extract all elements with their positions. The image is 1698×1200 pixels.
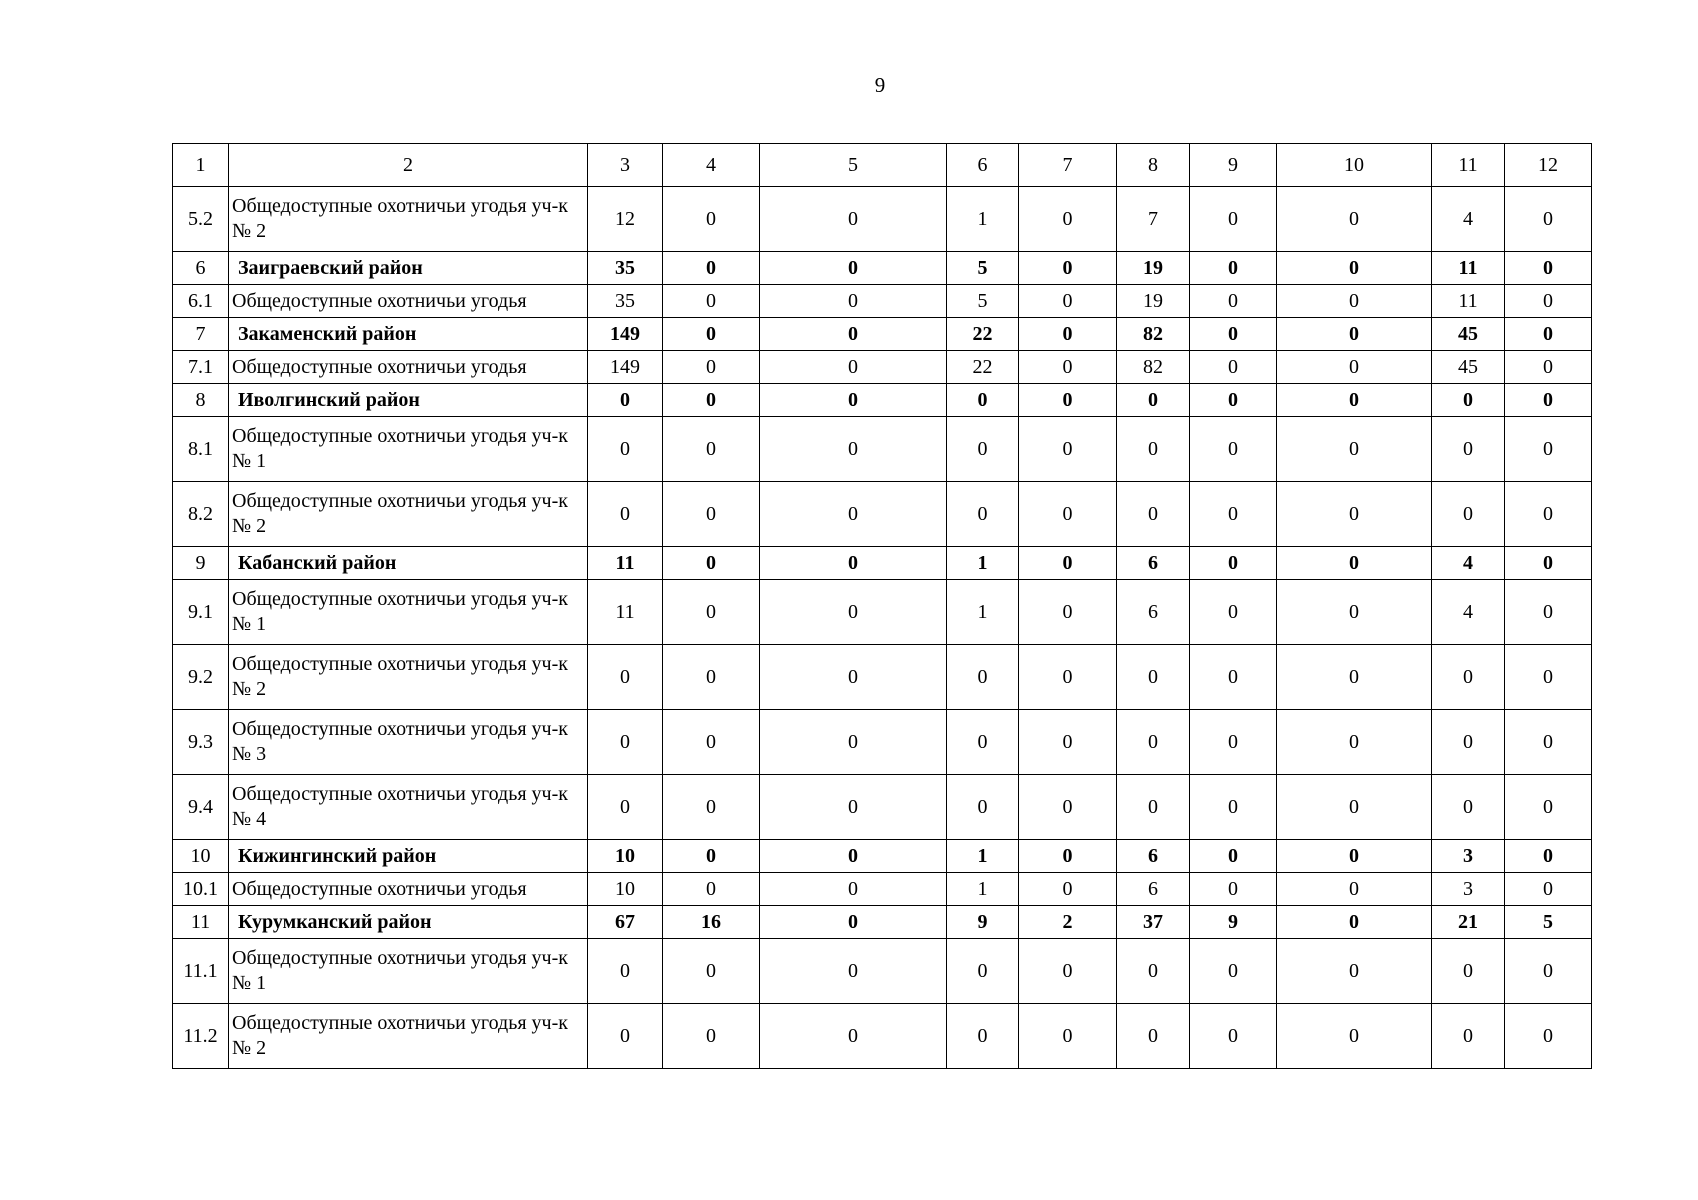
value-cell: 0 xyxy=(760,318,947,351)
value-cell: 0 xyxy=(1019,252,1117,285)
value-cell: 0 xyxy=(1505,1004,1592,1069)
district-name-cell: Курумканский район xyxy=(229,906,588,939)
header-cell: 3 xyxy=(588,144,663,187)
value-cell: 0 xyxy=(663,547,760,580)
value-cell: 0 xyxy=(1277,351,1432,384)
table-row xyxy=(173,1004,1592,1069)
area-name-cell: Общедоступные охотничьи угодья уч-к № 2 xyxy=(229,187,588,252)
value-cell: 0 xyxy=(663,318,760,351)
value-cell: 0 xyxy=(663,580,760,645)
header-cell: 11 xyxy=(1432,144,1505,187)
value-cell: 10 xyxy=(588,840,663,873)
header-cell: 1 xyxy=(173,144,229,187)
value-cell: 0 xyxy=(760,775,947,840)
area-name-cell: Общедоступные охотничьи угодья уч-к № 3 xyxy=(229,710,588,775)
value-cell: 0 xyxy=(1019,482,1117,547)
value-cell: 0 xyxy=(1505,285,1592,318)
value-cell: 0 xyxy=(1019,1004,1117,1069)
value-cell: 0 xyxy=(1190,482,1277,547)
value-cell: 82 xyxy=(1117,318,1190,351)
value-cell: 0 xyxy=(1277,906,1432,939)
header-cell: 5 xyxy=(760,144,947,187)
value-cell: 0 xyxy=(663,1004,760,1069)
row-number-cell: 10.1 xyxy=(173,873,229,906)
value-cell: 0 xyxy=(1190,840,1277,873)
value-cell: 0 xyxy=(1019,873,1117,906)
value-cell: 0 xyxy=(588,710,663,775)
value-cell: 0 xyxy=(1190,318,1277,351)
value-cell: 0 xyxy=(947,1004,1019,1069)
value-cell: 22 xyxy=(947,318,1019,351)
value-cell: 0 xyxy=(663,840,760,873)
row-number-cell: 8.2 xyxy=(173,482,229,547)
value-cell: 0 xyxy=(1019,187,1117,252)
value-cell: 0 xyxy=(1505,351,1592,384)
value-cell: 0 xyxy=(663,873,760,906)
value-cell: 0 xyxy=(1019,384,1117,417)
header-cell: 10 xyxy=(1277,144,1432,187)
value-cell: 0 xyxy=(760,187,947,252)
table-row xyxy=(173,580,1592,645)
area-name-cell: Общедоступные охотничьи угодья уч-к № 4 xyxy=(229,775,588,840)
value-cell: 45 xyxy=(1432,351,1505,384)
row-number-cell: 6 xyxy=(173,252,229,285)
value-cell: 12 xyxy=(588,187,663,252)
value-cell: 0 xyxy=(1190,285,1277,318)
value-cell: 0 xyxy=(760,645,947,710)
value-cell: 19 xyxy=(1117,252,1190,285)
value-cell: 0 xyxy=(1505,417,1592,482)
table-row xyxy=(173,710,1592,775)
value-cell: 0 xyxy=(1505,384,1592,417)
value-cell: 0 xyxy=(760,906,947,939)
header-cell: 4 xyxy=(663,144,760,187)
value-cell: 1 xyxy=(947,187,1019,252)
value-cell: 11 xyxy=(1432,252,1505,285)
value-cell: 0 xyxy=(760,939,947,1004)
row-number-cell: 11 xyxy=(173,906,229,939)
value-cell: 0 xyxy=(1190,939,1277,1004)
row-number-cell: 9.1 xyxy=(173,580,229,645)
value-cell: 0 xyxy=(1505,547,1592,580)
value-cell: 21 xyxy=(1432,906,1505,939)
area-name-cell: Общедоступные охотничьи угодья уч-к № 2 xyxy=(229,482,588,547)
value-cell: 0 xyxy=(663,775,760,840)
value-cell: 4 xyxy=(1432,580,1505,645)
table-row xyxy=(173,645,1592,710)
value-cell: 45 xyxy=(1432,318,1505,351)
value-cell: 1 xyxy=(947,873,1019,906)
value-cell: 0 xyxy=(1432,939,1505,1004)
value-cell: 0 xyxy=(1117,645,1190,710)
value-cell: 82 xyxy=(1117,351,1190,384)
row-number-cell: 9.2 xyxy=(173,645,229,710)
value-cell: 5 xyxy=(947,252,1019,285)
value-cell: 67 xyxy=(588,906,663,939)
row-number-cell: 9.4 xyxy=(173,775,229,840)
value-cell: 35 xyxy=(588,285,663,318)
table-row xyxy=(173,187,1592,252)
value-cell: 0 xyxy=(1019,645,1117,710)
value-cell: 0 xyxy=(1432,710,1505,775)
area-name-cell: Общедоступные охотничьи угодья уч-к № 2 xyxy=(229,645,588,710)
value-cell: 0 xyxy=(1505,580,1592,645)
value-cell: 3 xyxy=(1432,873,1505,906)
value-cell: 0 xyxy=(1277,840,1432,873)
value-cell: 0 xyxy=(1432,1004,1505,1069)
value-cell: 0 xyxy=(663,384,760,417)
value-cell: 37 xyxy=(1117,906,1190,939)
value-cell: 5 xyxy=(947,285,1019,318)
value-cell: 0 xyxy=(1277,645,1432,710)
row-number-cell: 8.1 xyxy=(173,417,229,482)
value-cell: 0 xyxy=(588,384,663,417)
value-cell: 0 xyxy=(760,840,947,873)
value-cell: 0 xyxy=(1277,482,1432,547)
value-cell: 1 xyxy=(947,840,1019,873)
value-cell: 0 xyxy=(1190,417,1277,482)
value-cell: 0 xyxy=(1505,645,1592,710)
value-cell: 6 xyxy=(1117,580,1190,645)
value-cell: 0 xyxy=(1505,318,1592,351)
district-row xyxy=(173,252,1592,285)
district-row xyxy=(173,906,1592,939)
area-name-cell: Общедоступные охотничьи угодья уч-к № 1 xyxy=(229,939,588,1004)
area-name-cell: Общедоступные охотничьи угодья xyxy=(229,873,588,906)
value-cell: 0 xyxy=(663,645,760,710)
value-cell: 0 xyxy=(1277,417,1432,482)
value-cell: 0 xyxy=(1190,187,1277,252)
value-cell: 0 xyxy=(1190,384,1277,417)
value-cell: 0 xyxy=(947,775,1019,840)
value-cell: 7 xyxy=(1117,187,1190,252)
value-cell: 0 xyxy=(1432,384,1505,417)
header-cell: 8 xyxy=(1117,144,1190,187)
value-cell: 0 xyxy=(588,417,663,482)
value-cell: 9 xyxy=(947,906,1019,939)
value-cell: 0 xyxy=(1277,873,1432,906)
value-cell: 0 xyxy=(1019,580,1117,645)
value-cell: 22 xyxy=(947,351,1019,384)
value-cell: 0 xyxy=(1019,547,1117,580)
table-row xyxy=(173,939,1592,1004)
area-name-cell: Общедоступные охотничьи угодья xyxy=(229,285,588,318)
value-cell: 11 xyxy=(588,547,663,580)
table-row xyxy=(173,417,1592,482)
value-cell: 0 xyxy=(947,939,1019,1004)
row-number-cell: 7.1 xyxy=(173,351,229,384)
value-cell: 6 xyxy=(1117,840,1190,873)
value-cell: 16 xyxy=(663,906,760,939)
value-cell: 0 xyxy=(1190,1004,1277,1069)
value-cell: 0 xyxy=(1019,417,1117,482)
area-name-cell: Общедоступные охотничьи угодья xyxy=(229,351,588,384)
value-cell: 0 xyxy=(663,351,760,384)
value-cell: 11 xyxy=(588,580,663,645)
header-cell: 7 xyxy=(1019,144,1117,187)
value-cell: 0 xyxy=(1117,775,1190,840)
header-cell: 2 xyxy=(229,144,588,187)
header-cell: 6 xyxy=(947,144,1019,187)
value-cell: 0 xyxy=(760,384,947,417)
value-cell: 0 xyxy=(1019,840,1117,873)
value-cell: 0 xyxy=(1505,482,1592,547)
table-body xyxy=(173,144,1592,1069)
value-cell: 0 xyxy=(1277,580,1432,645)
row-number-cell: 5.2 xyxy=(173,187,229,252)
header-row xyxy=(173,144,1592,187)
value-cell: 0 xyxy=(1190,252,1277,285)
value-cell: 0 xyxy=(1277,285,1432,318)
value-cell: 0 xyxy=(663,187,760,252)
value-cell: 0 xyxy=(1190,580,1277,645)
value-cell: 0 xyxy=(1505,710,1592,775)
value-cell: 0 xyxy=(947,482,1019,547)
value-cell: 0 xyxy=(1277,187,1432,252)
value-cell: 0 xyxy=(1505,775,1592,840)
value-cell: 0 xyxy=(663,482,760,547)
value-cell: 0 xyxy=(1190,775,1277,840)
value-cell: 0 xyxy=(1505,939,1592,1004)
value-cell: 0 xyxy=(1190,547,1277,580)
value-cell: 149 xyxy=(588,351,663,384)
value-cell: 0 xyxy=(663,939,760,1004)
value-cell: 0 xyxy=(760,417,947,482)
value-cell: 0 xyxy=(663,285,760,318)
value-cell: 0 xyxy=(1505,840,1592,873)
value-cell: 0 xyxy=(1277,318,1432,351)
value-cell: 0 xyxy=(1019,939,1117,1004)
area-name-cell: Общедоступные охотничьи угодья уч-к № 1 xyxy=(229,417,588,482)
value-cell: 0 xyxy=(1117,482,1190,547)
district-row xyxy=(173,384,1592,417)
value-cell: 0 xyxy=(1190,645,1277,710)
district-name-cell: Кабанский район xyxy=(229,547,588,580)
district-row xyxy=(173,318,1592,351)
value-cell: 0 xyxy=(1117,384,1190,417)
value-cell: 0 xyxy=(663,252,760,285)
row-number-cell: 10 xyxy=(173,840,229,873)
value-cell: 0 xyxy=(1277,384,1432,417)
value-cell: 0 xyxy=(663,710,760,775)
value-cell: 0 xyxy=(1019,318,1117,351)
value-cell: 0 xyxy=(1277,1004,1432,1069)
district-name-cell: Кижингинский район xyxy=(229,840,588,873)
table-row xyxy=(173,482,1592,547)
value-cell: 0 xyxy=(947,417,1019,482)
district-name-cell: Заиграевский район xyxy=(229,252,588,285)
value-cell: 2 xyxy=(1019,906,1117,939)
value-cell: 4 xyxy=(1432,187,1505,252)
value-cell: 0 xyxy=(1277,547,1432,580)
header-cell: 9 xyxy=(1190,144,1277,187)
row-number-cell: 9.3 xyxy=(173,710,229,775)
value-cell: 0 xyxy=(947,384,1019,417)
district-name-cell: Закаменский район xyxy=(229,318,588,351)
value-cell: 0 xyxy=(760,710,947,775)
value-cell: 0 xyxy=(1505,187,1592,252)
value-cell: 0 xyxy=(1190,351,1277,384)
value-cell: 0 xyxy=(760,482,947,547)
value-cell: 0 xyxy=(588,1004,663,1069)
value-cell: 0 xyxy=(1019,351,1117,384)
value-cell: 1 xyxy=(947,580,1019,645)
page-number: 9 xyxy=(874,73,886,97)
value-cell: 0 xyxy=(1117,939,1190,1004)
value-cell: 0 xyxy=(1117,417,1190,482)
value-cell: 0 xyxy=(1505,873,1592,906)
area-name-cell: Общедоступные охотничьи угодья уч-к № 2 xyxy=(229,1004,588,1069)
value-cell: 0 xyxy=(663,417,760,482)
value-cell: 0 xyxy=(1277,939,1432,1004)
value-cell: 0 xyxy=(1019,710,1117,775)
value-cell: 0 xyxy=(760,1004,947,1069)
value-cell: 0 xyxy=(1505,252,1592,285)
value-cell: 0 xyxy=(1277,775,1432,840)
value-cell: 0 xyxy=(588,775,663,840)
row-number-cell: 11.2 xyxy=(173,1004,229,1069)
row-number-cell: 11.1 xyxy=(173,939,229,1004)
value-cell: 0 xyxy=(1117,710,1190,775)
value-cell: 0 xyxy=(1190,710,1277,775)
value-cell: 0 xyxy=(760,351,947,384)
district-row xyxy=(173,840,1592,873)
value-cell: 0 xyxy=(1019,775,1117,840)
data-table xyxy=(172,143,1592,1069)
value-cell: 0 xyxy=(588,645,663,710)
value-cell: 0 xyxy=(1432,482,1505,547)
row-number-cell: 8 xyxy=(173,384,229,417)
value-cell: 6 xyxy=(1117,873,1190,906)
header-cell: 12 xyxy=(1505,144,1592,187)
value-cell: 0 xyxy=(1277,710,1432,775)
district-name-cell: Иволгинский район xyxy=(229,384,588,417)
value-cell: 0 xyxy=(760,547,947,580)
value-cell: 3 xyxy=(1432,840,1505,873)
value-cell: 6 xyxy=(1117,547,1190,580)
value-cell: 0 xyxy=(588,939,663,1004)
value-cell: 0 xyxy=(1019,285,1117,318)
value-cell: 0 xyxy=(1432,645,1505,710)
row-number-cell: 6.1 xyxy=(173,285,229,318)
value-cell: 0 xyxy=(760,873,947,906)
value-cell: 35 xyxy=(588,252,663,285)
value-cell: 0 xyxy=(1277,252,1432,285)
value-cell: 0 xyxy=(947,710,1019,775)
table-row xyxy=(173,351,1592,384)
value-cell: 11 xyxy=(1432,285,1505,318)
value-cell: 5 xyxy=(1505,906,1592,939)
value-cell: 0 xyxy=(588,482,663,547)
value-cell: 10 xyxy=(588,873,663,906)
value-cell: 0 xyxy=(1117,1004,1190,1069)
row-number-cell: 7 xyxy=(173,318,229,351)
value-cell: 0 xyxy=(947,645,1019,710)
table-row xyxy=(173,873,1592,906)
value-cell: 0 xyxy=(760,285,947,318)
row-number-cell: 9 xyxy=(173,547,229,580)
value-cell: 0 xyxy=(1432,417,1505,482)
value-cell: 0 xyxy=(760,580,947,645)
area-name-cell: Общедоступные охотничьи угодья уч-к № 1 xyxy=(229,580,588,645)
value-cell: 9 xyxy=(1190,906,1277,939)
value-cell: 4 xyxy=(1432,547,1505,580)
value-cell: 1 xyxy=(947,547,1019,580)
table-row xyxy=(173,285,1592,318)
value-cell: 19 xyxy=(1117,285,1190,318)
value-cell: 149 xyxy=(588,318,663,351)
district-row xyxy=(173,547,1592,580)
table-row xyxy=(173,775,1592,840)
value-cell: 0 xyxy=(760,252,947,285)
value-cell: 0 xyxy=(1432,775,1505,840)
value-cell: 0 xyxy=(1190,873,1277,906)
